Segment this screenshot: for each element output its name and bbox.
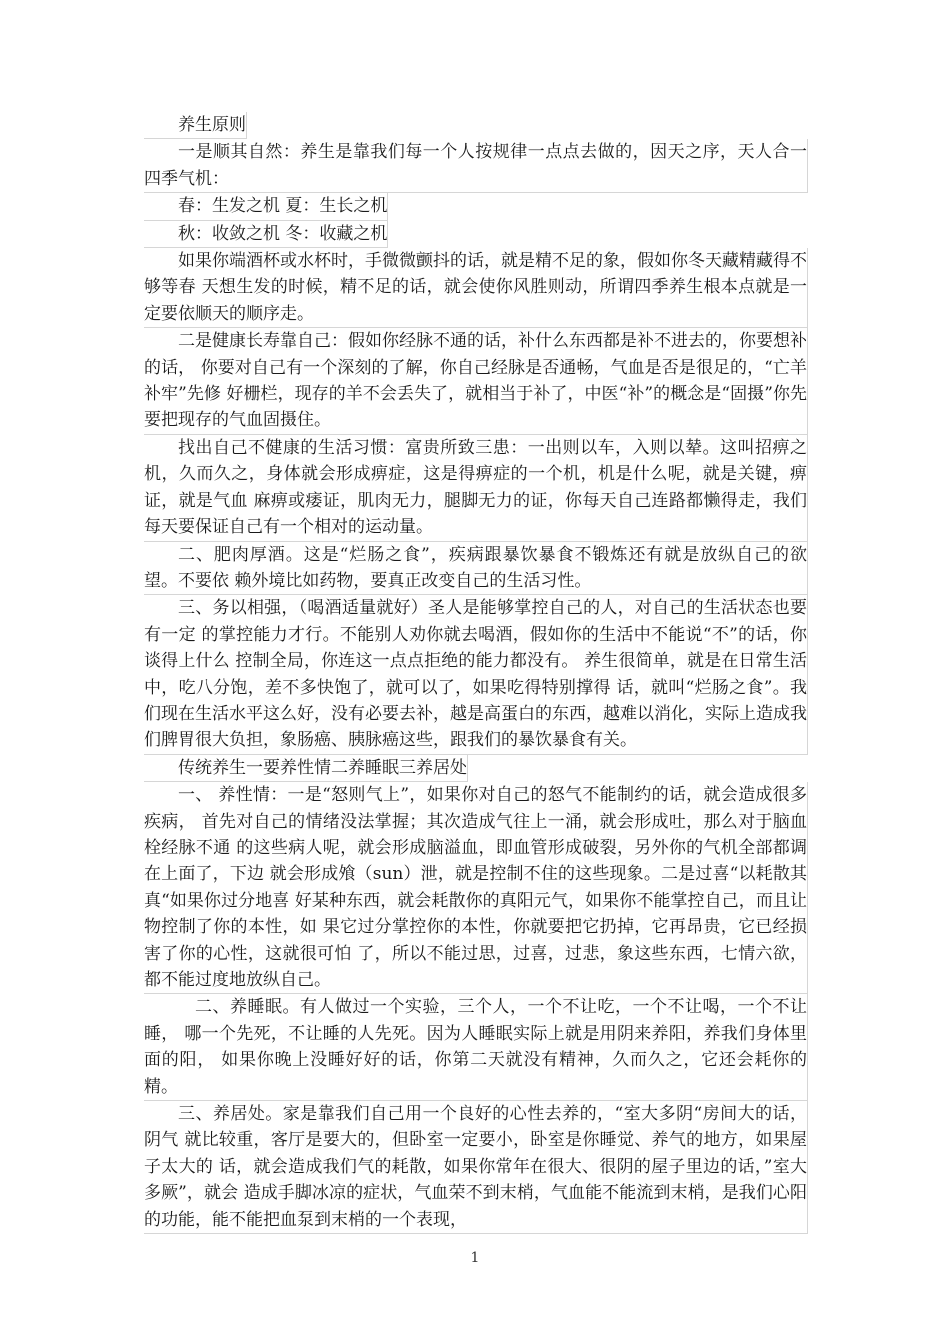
paragraph: 三、务以相强，（喝酒适量就好）圣人是能够掌控自己的人，对自己的生活状态也要有一定 的掌控能力才行。不能别人劝你就去喝酒，假如你的生活中不能说“不”的话，你谈得上什么 控制全局，你连这一点点拒绝的能力都没有。 养生很简单，就是在日常生活中，吃八分饱，差不多快饱了，就可以了，如果吃得特别撑得 话，就叫“烂肠之食”。我们现在生活水平这么好，没有必要去补，越是高蛋白的东西，越难以消化，实际上造成我们脾胃很大负担，象肠癌、胰脉癌这些，跟我们的暴饮暴食有关。 <box>144 595 808 754</box>
section-title: 传统养生一要养性情二养睡眠三养居处 <box>144 755 468 782</box>
document-body <box>144 112 808 1234</box>
paragraph: 找出自己不健康的生活习惯：富贵所致三患：一出则以车，入则以辇。这叫招痹之机，久而久之，身体就会形成痹症，这是得痹症的一个机，机是什么呢，就是关键，痹证，就是气血 麻痹或痿证，肌肉无力，腿脚无力的证，你每天自己连路都懒得走，我们每天要保证自己有一个相对的运动量。 <box>144 435 808 542</box>
paragraph: 二、肥肉厚酒。这是“烂肠之食”，疾病跟暴饮暴食不锻炼还有就是放纵自己的欲望。不要依 赖外境比如药物，要真正改变自己的生活习性。 <box>144 542 808 596</box>
page-number: 1 <box>470 1250 480 1266</box>
paragraph: 秋：收敛之机 冬：收藏之机 <box>144 221 388 248</box>
paragraph: 二、养睡眠。有人做过一个实验，三个人，一个不让吃，一个不让喝，一个不让睡， 哪一个先死，不让睡的人先死。因为人睡眠实际上就是用阴来养阳，养我们身体里面的阳， 如果你晚上没睡好好的话，你第二天就没有精神，久而久之，它还会耗你的精。 <box>144 994 808 1101</box>
paragraph: 二是健康长寿靠自己：假如你经脉不通的话，补什么东西都是补不进去的，你要想补的话， 你要对自己有一个深刻的了解，你自己经脉是否通畅，气血是否是很足的，“亡羊补牢”先修 好栅栏，现存的羊不会丢失了，就相当于补了，中医“补”的概念是“固摄”你先要把现存的气血固摄住。 <box>144 328 808 435</box>
paragraph: 一是顺其自然：养生是靠我们每一个人按规律一点点去做的，因天之序，天人合一 四季气机： <box>144 139 808 193</box>
paragraph: 一、 养性情：一是“怒则气上”，如果你对自己的怒气不能制约的话，就会造成很多疾病， 首先对自己的情绪没法掌握；其次造成气往上一涌，就会形成吐，那么对于脑血栓经脉不通 的这些病人呢，就会形成脑溢血，即血管形成破裂，另外你的气机全部都调在上面了，下边 就会形成飧（sun）泄，就是控制不住的这些现象。二是过喜“以耗散其真“如果你过分地喜 好某种东西，就会耗散你的真阳元气，如果你不能掌控自己，而且让物控制了你的本性，如 果它过分掌控你的本性，你就要把它扔掉，它再昂贵，它已经损害了你的心性，这就很可怕 了，所以不能过思，过喜，过悲，象这些东西，七情六欲，都不能过度地放纵自己。 <box>144 782 808 994</box>
section-title: 养生原则 <box>144 112 247 139</box>
paragraph: 春：生发之机 夏：生长之机 <box>144 193 388 220</box>
paragraph: 三、养居处。家是靠我们自己用一个良好的心性去养的，“室大多阴“房间大的话，阴气 就比较重，客厅是要大的，但卧室一定要小，卧室是你睡觉、养气的地方，如果屋子太大的 话，就会造成我们气的耗散，如果你常年在很大、很阴的屋子里边的话，”室大多厥”，就会 造成手脚冰凉的症状，气血荣不到末梢，气血能不能流到末梢，是我们心阳的功能，能不能把血泵到末梢的一个表现， <box>144 1101 808 1234</box>
paragraph: 如果你端酒杯或水杯时，手微微颤抖的话，就是精不足的象，假如你冬天藏精藏得不够等春 天想生发的时候，精不足的话，就会使你风胜则动，所谓四季养生根本点就是一定要依顺天的顺序走。 <box>144 248 808 328</box>
